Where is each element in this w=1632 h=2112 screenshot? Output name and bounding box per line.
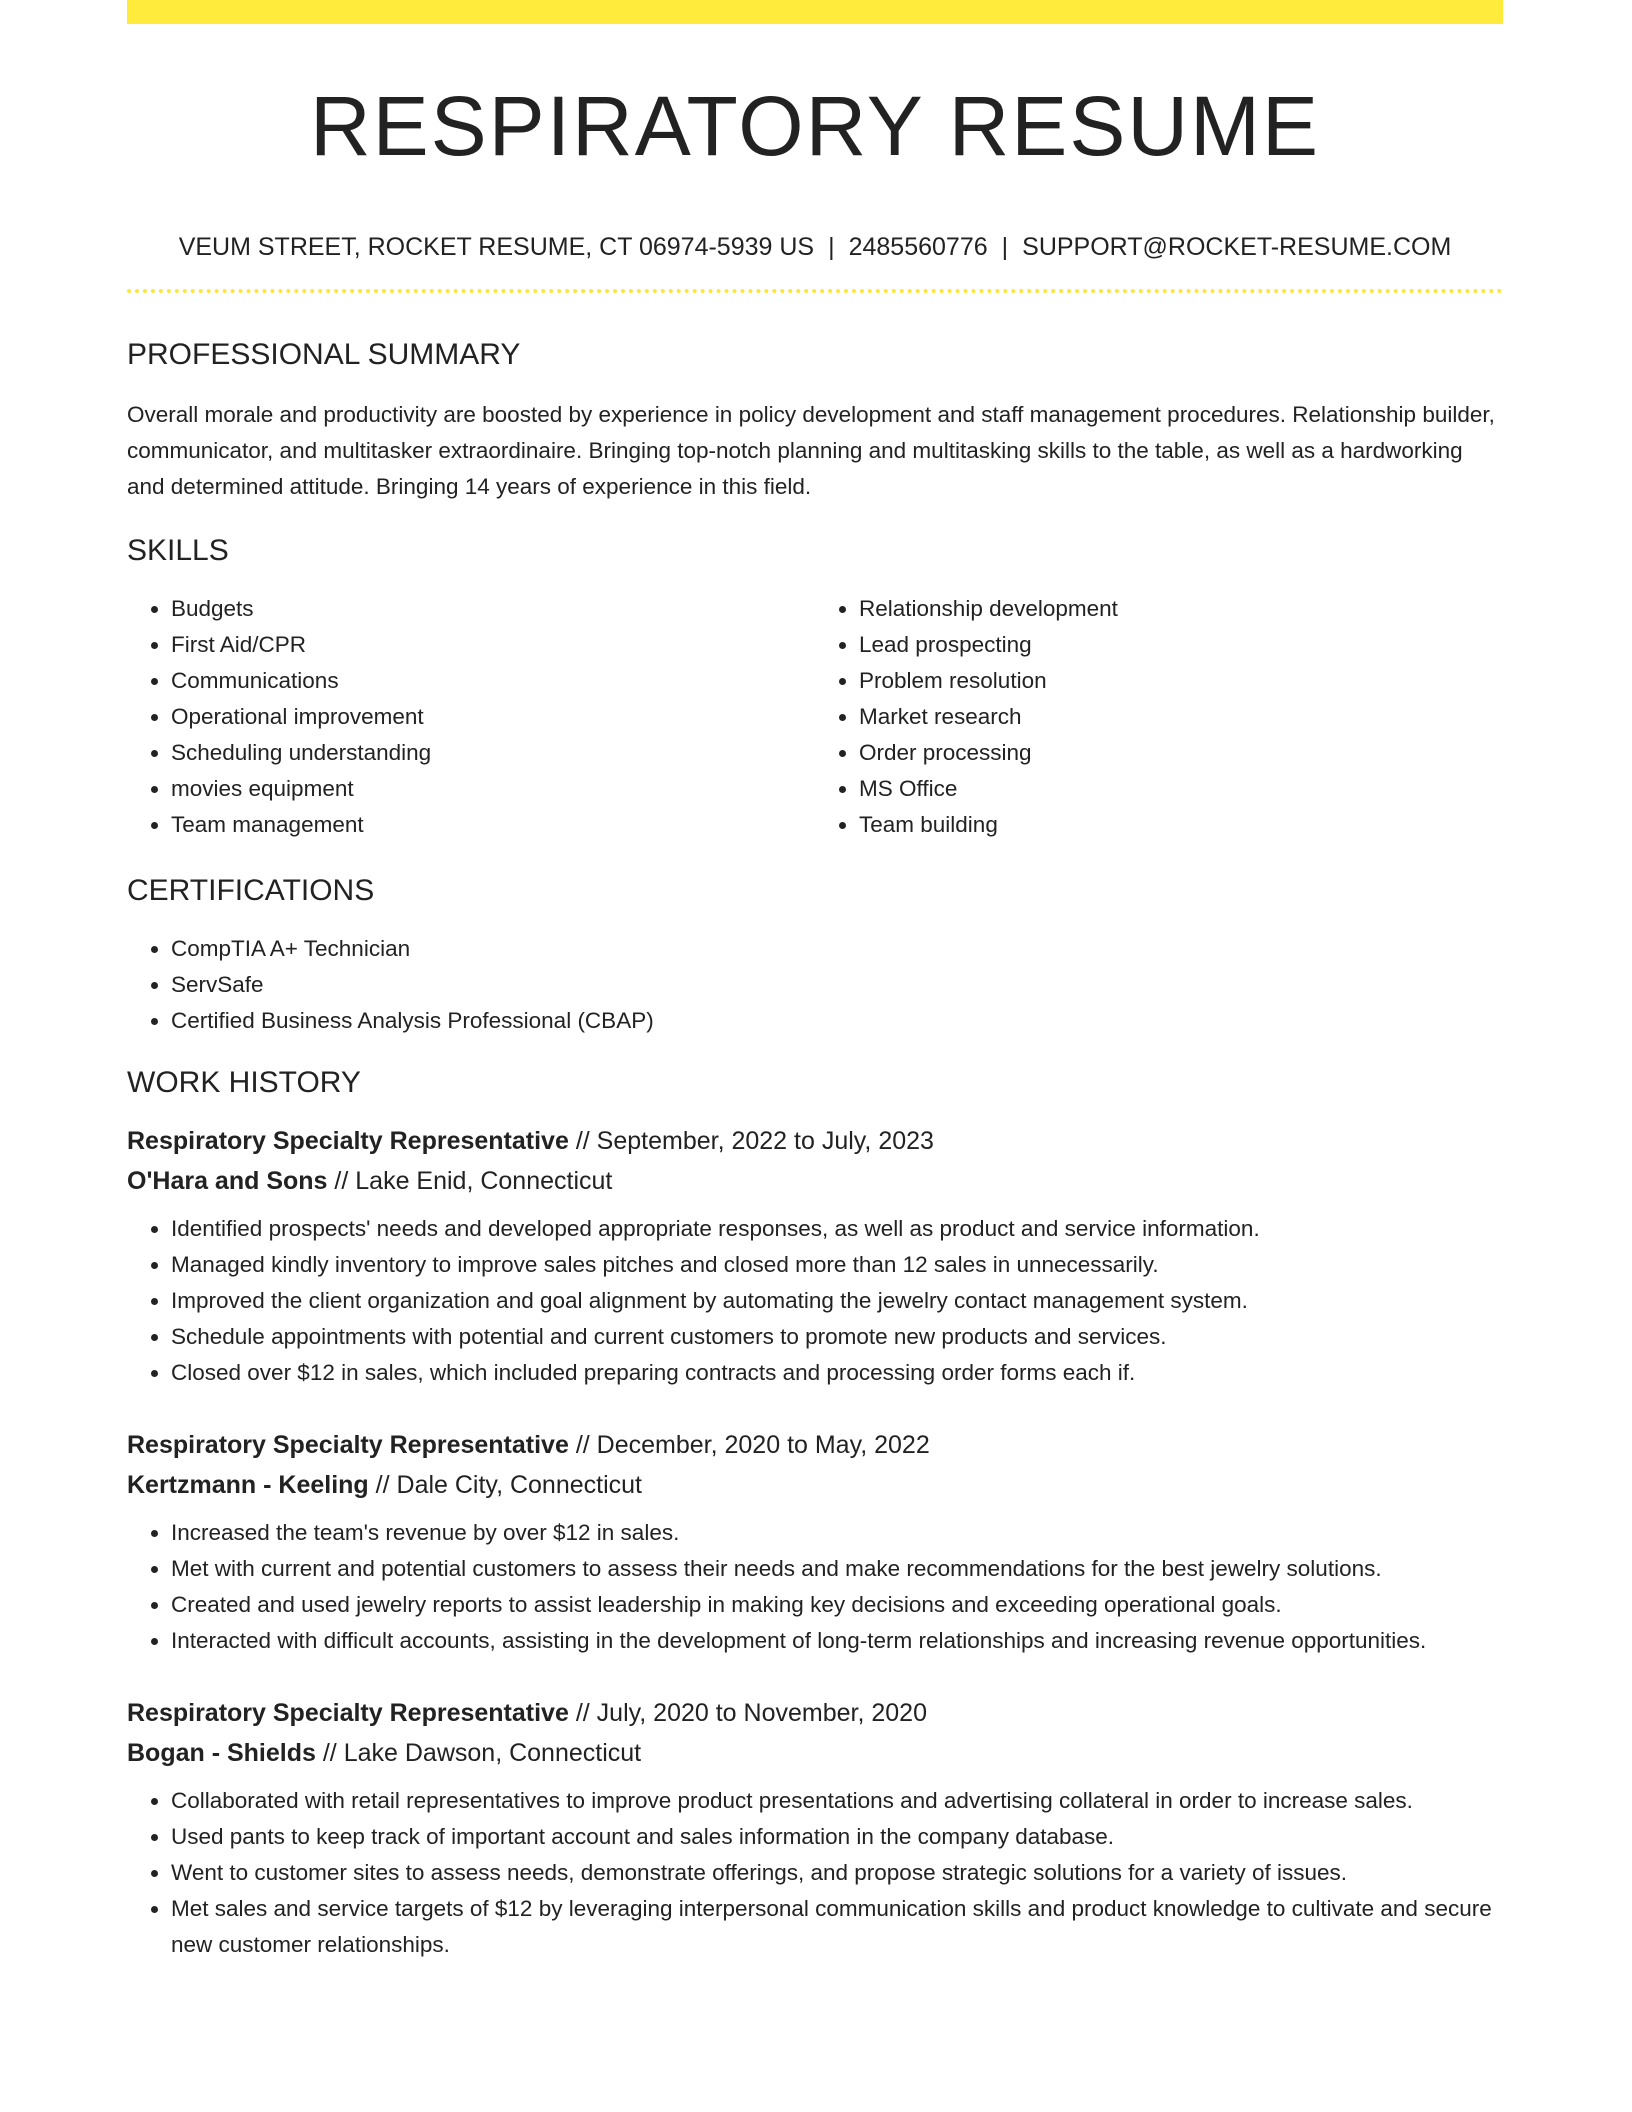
job-dates: September, 2022 to July, 2023: [596, 1127, 934, 1155]
job-entry: [127, 1121, 1503, 1391]
skill-item: • Budgets: [171, 591, 815, 627]
job-bullet: • Managed kindly inventory to improve sales pitches and closed more than 12 sales in unnecessarily.: [171, 1247, 1503, 1283]
work-history-heading: WORK HISTORY: [127, 1066, 361, 1099]
job-bullet: • Collaborated with retail representatives to improve product presentations and advertising collateral in order to increase sales.: [171, 1783, 1503, 1819]
contact-line: [127, 232, 1503, 262]
job-divider: //: [375, 1471, 390, 1499]
job-bullet: • Improved the client organization and goal alignment by automating the jewelry contact management system.: [171, 1283, 1503, 1319]
job-bullets: [127, 1515, 1503, 1659]
job-location: Dale City, Connecticut: [396, 1471, 642, 1499]
job-company: O'Hara and Sons: [127, 1167, 328, 1195]
contact-separator: |: [828, 233, 835, 261]
job-title-line: [127, 1121, 1503, 1161]
job-title-line: [127, 1693, 1503, 1733]
certifications-list: [127, 931, 1503, 1039]
job-bullets: [127, 1783, 1503, 1963]
job-bullet: • Used pants to keep track of important account and sales information in the company database.: [171, 1819, 1503, 1855]
job-company-line: [127, 1465, 1503, 1505]
skills-list-left: [127, 591, 815, 843]
job-divider: //: [322, 1739, 337, 1767]
summary-heading: PROFESSIONAL SUMMARY: [127, 338, 521, 371]
skill-item: • movies equipment: [171, 771, 815, 807]
skills-list-right: [815, 591, 1503, 843]
certification-item: • Certified Business Analysis Professional (CBAP): [171, 1003, 1503, 1039]
job-bullet: • Went to customer sites to assess needs, demonstrate offerings, and propose strategic solutions for a variety of issues.: [171, 1855, 1503, 1891]
job-title: Respiratory Specialty Representative: [127, 1127, 569, 1155]
skill-item: • Operational improvement: [171, 699, 815, 735]
job-bullet: • Met with current and potential customers to assess their needs and make recommendations for the best jewelry solutions.: [171, 1551, 1503, 1587]
job-bullets: [127, 1211, 1503, 1391]
job-bullet: • Identified prospects' needs and developed appropriate responses, as well as product and service information.: [171, 1211, 1503, 1247]
job-divider: //: [334, 1167, 349, 1195]
resume-title: RESPIRATORY RESUME: [309, 79, 1321, 173]
skill-item: • First Aid/CPR: [171, 627, 815, 663]
skill-item: • MS Office: [859, 771, 1503, 807]
dotted-divider: [127, 289, 1503, 293]
contact-separator: |: [1001, 233, 1009, 261]
job-bullet: • Interacted with difficult accounts, assisting in the development of long-term relationships and increasing revenue opportunities.: [171, 1623, 1503, 1659]
certification-item: • ServSafe: [171, 967, 1503, 1003]
accent-bar: [127, 0, 1503, 24]
job-bullet: • Met sales and service targets of $12 by leveraging interpersonal communication skills and product knowledge to cultivate and secure new customer relationships.: [171, 1891, 1503, 1963]
skill-item: • Market research: [859, 699, 1503, 735]
skill-item: • Communications: [171, 663, 815, 699]
skill-item: • Team management: [171, 807, 815, 843]
job-company-line: [127, 1161, 1503, 1201]
job-divider: //: [575, 1127, 590, 1155]
job-divider: //: [575, 1699, 590, 1727]
skill-item: • Relationship development: [859, 591, 1503, 627]
job-entry: [127, 1425, 1503, 1659]
skill-item: • Order processing: [859, 735, 1503, 771]
job-dates: July, 2020 to November, 2020: [596, 1699, 927, 1727]
skill-item: • Lead prospecting: [859, 627, 1503, 663]
certification-item: • CompTIA A+ Technician: [171, 931, 1503, 967]
skills-columns: [127, 591, 1503, 843]
certifications-heading: CERTIFICATIONS: [127, 874, 375, 907]
job-location: Lake Enid, Connecticut: [355, 1167, 613, 1195]
job-entry: [127, 1693, 1503, 1963]
resume-page: [127, 0, 1503, 1963]
job-title: Respiratory Specialty Representative: [127, 1699, 569, 1727]
skill-item: • Problem resolution: [859, 663, 1503, 699]
skills-heading: SKILLS: [127, 534, 229, 567]
skill-item: • Team building: [859, 807, 1503, 843]
job-company-line: [127, 1733, 1503, 1773]
job-bullet: • Closed over $12 in sales, which included preparing contracts and processing order forms each if.: [171, 1355, 1503, 1391]
job-dates: December, 2020 to May, 2022: [596, 1431, 930, 1459]
summary-text: Overall morale and productivity are boosted by experience in policy development and staff management procedures. Relationship builder, communicator, and multitasker extraordinaire. Bringing top-notch planning and multitasking skills to the table, as well as a hardworking and determined attitude. Bringing 14 years of experience in this field.: [127, 402, 1495, 499]
job-bullet: • Schedule appointments with potential and current customers to promote new products and services.: [171, 1319, 1503, 1355]
job-company: Bogan - Shields: [127, 1739, 316, 1767]
job-location: Lake Dawson, Connecticut: [343, 1739, 642, 1767]
job-title-line: [127, 1425, 1503, 1465]
skill-item: • Scheduling understanding: [171, 735, 815, 771]
job-bullet: • Increased the team's revenue by over $12 in sales.: [171, 1515, 1503, 1551]
job-bullet: • Created and used jewelry reports to assist leadership in making key decisions and exceeding operational goals.: [171, 1587, 1503, 1623]
contact-phone[interactable]: 2485560776: [848, 233, 988, 261]
job-title: Respiratory Specialty Representative: [127, 1431, 569, 1459]
contact-email[interactable]: SUPPORT@ROCKET-RESUME.COM: [1022, 233, 1452, 261]
job-company: Kertzmann - Keeling: [127, 1471, 369, 1499]
job-divider: //: [575, 1431, 590, 1459]
contact-address: VEUM STREET, ROCKET RESUME, CT 06974-5939 US: [178, 233, 815, 261]
